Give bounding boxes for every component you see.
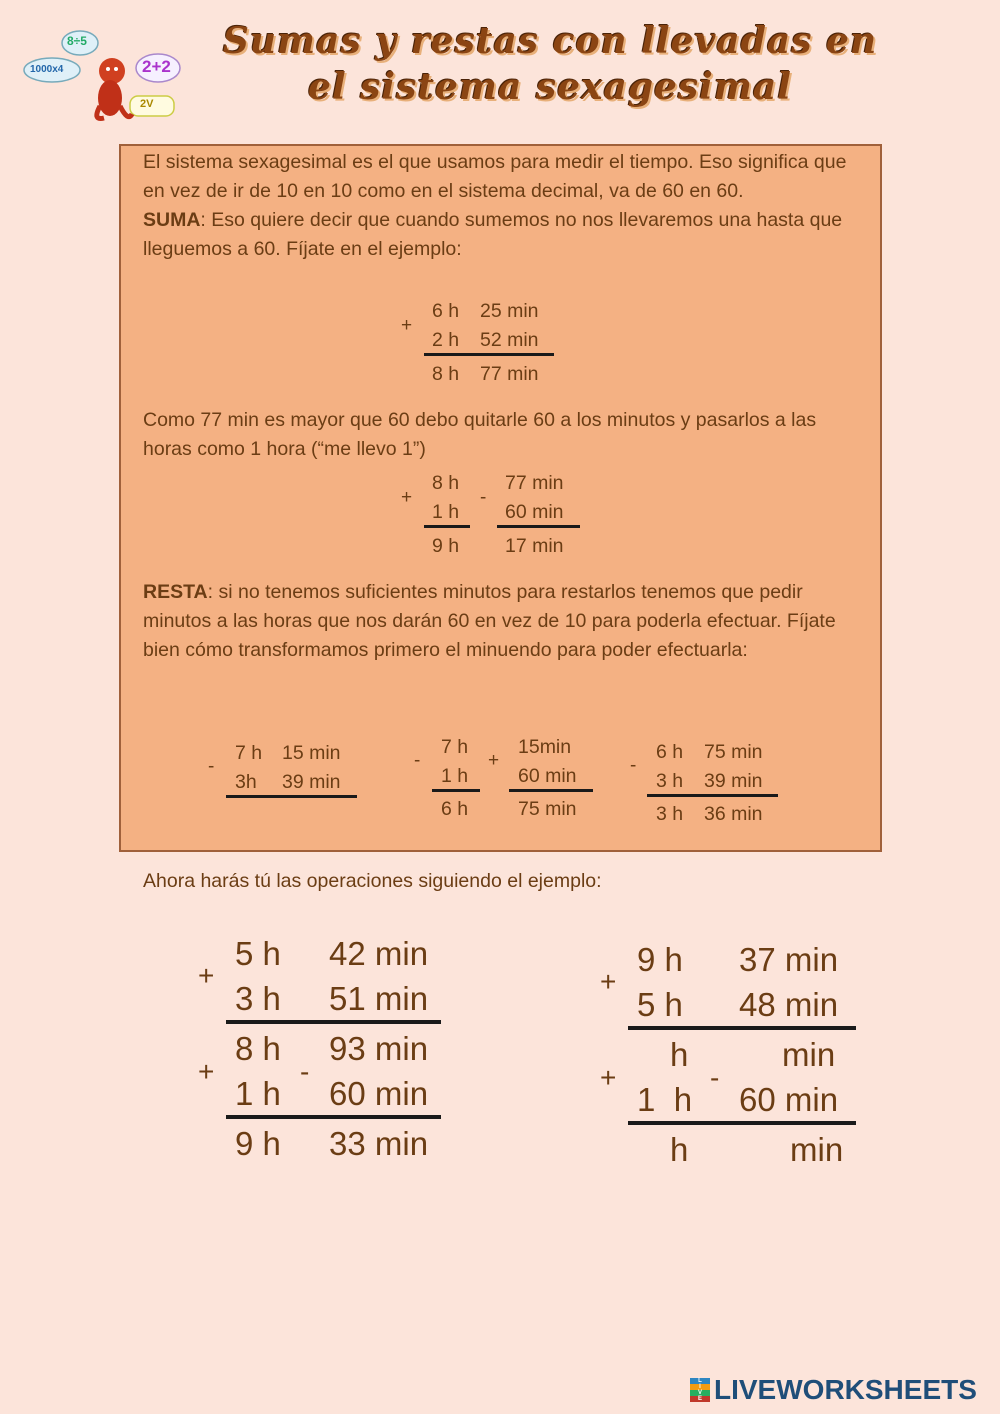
minutes-value: 60 min <box>329 1075 429 1112</box>
minutes-value: 39 min <box>282 771 341 793</box>
hours-value: 2 h <box>432 329 460 351</box>
plus-sign: + <box>401 487 413 508</box>
intro-paragraph <box>143 148 863 264</box>
logo-bubble-text: 2V <box>140 98 154 110</box>
minutes-value: 25 min <box>480 300 539 322</box>
hours-result: 8 h <box>432 363 460 385</box>
minus-sign: - <box>208 756 215 777</box>
hours-input[interactable]: 9 h <box>235 1125 281 1162</box>
suma-text: : Eso quiere decir que cuando sumemos no nos llevaremos una hasta que lleguemos a 60. Fíjate en el ejemplo: <box>143 209 843 260</box>
intro-text: El sistema sexagesimal es el que usamos para medir el tiempo. Eso significa que en vez de ir de 10 en 10 como en el sistema decimal, va de 60 en 60. <box>143 151 847 202</box>
minutes-input[interactable]: 33 min <box>329 1125 429 1162</box>
minus-sign: - <box>630 755 637 776</box>
hours-value: 7 h <box>441 736 469 758</box>
hours-line <box>432 789 480 792</box>
minus-sign: - <box>480 487 487 508</box>
hours-value: 3h <box>235 771 257 793</box>
logo-bubble-text: 2+2 <box>142 57 171 76</box>
minus-sign: - <box>300 1056 310 1087</box>
minutes-value: 48 min <box>739 986 839 1023</box>
hours-value: 9 h <box>637 941 683 978</box>
brand-name: LIVEWORKSHEETS <box>714 1374 977 1405</box>
hours-line <box>424 525 470 528</box>
minutes-value: 37 min <box>739 941 839 978</box>
hours-input[interactable]: h <box>670 1131 689 1168</box>
minutes-value: 52 min <box>480 329 539 351</box>
hours-value: 8 h <box>432 472 460 494</box>
hours-value: 3 h <box>656 770 684 792</box>
hours-input[interactable]: 8 h <box>235 1030 281 1067</box>
minutes-value: 15 min <box>282 742 341 764</box>
minutes-value: 51 min <box>329 980 429 1017</box>
hours-value: 1 h <box>441 765 469 787</box>
logo <box>22 26 182 126</box>
minutes-result: 75 min <box>518 798 577 820</box>
live-badge-icon <box>690 1378 710 1402</box>
minutes-result: 36 min <box>704 803 763 825</box>
sum-line <box>226 1020 441 1024</box>
subtraction-line <box>226 795 357 798</box>
page-title <box>180 18 920 110</box>
minutes-input[interactable]: min <box>790 1131 844 1168</box>
plus-sign: + <box>198 1056 215 1087</box>
logo-bubble-text: 8÷5 <box>67 34 87 48</box>
minutes-value: 60 min <box>505 501 564 523</box>
minutes-input[interactable]: min <box>782 1036 836 1073</box>
hours-value: 5 h <box>637 986 683 1023</box>
plus-sign: + <box>600 1062 617 1093</box>
hours-value: 7 h <box>235 742 263 764</box>
hours-result: 3 h <box>656 803 684 825</box>
carry-paragraph: Como 77 min es mayor que 60 debo quitarle 60 a los minutos y pasarlos a las horas como 1 hora (“me llevo 1”) <box>143 409 817 460</box>
minutes-value: 42 min <box>329 935 429 972</box>
badge-letter: L <box>690 1378 710 1384</box>
minutes-result: 77 min <box>480 363 539 385</box>
minutes-line <box>497 525 580 528</box>
suma-label: SUMA <box>143 209 201 231</box>
minutes-input[interactable]: 93 min <box>329 1030 429 1067</box>
plus-sign: + <box>401 315 413 336</box>
badge-letter: V <box>690 1390 710 1396</box>
hours-value: 5 h <box>235 935 281 972</box>
minutes-line <box>509 789 593 792</box>
result-line <box>226 1115 441 1119</box>
minutes-value: 15min <box>518 736 572 758</box>
minutes-value: 77 min <box>505 472 564 494</box>
subtraction-line <box>647 794 778 797</box>
minus-sign: - <box>414 750 421 771</box>
hours-value: 6 h <box>656 741 684 763</box>
resta-text: : si no tenemos suficientes minutos para restarlos tenemos que pedir minutos a las horas que nos darán 60 en vez de 10 para poderla efectuar. Fíjate bien cómo transformamos primero el minuendo para poder efectuarla: <box>143 581 836 661</box>
plus-sign: + <box>600 966 617 997</box>
sum-line <box>424 353 554 356</box>
minutes-value: 60 min <box>518 765 577 787</box>
title-line-1: Sumas y restas con llevadas en <box>222 20 878 62</box>
minutes-value: 39 min <box>704 770 763 792</box>
badge-letter: I <box>690 1384 710 1390</box>
hours-value: 1 h <box>637 1081 693 1118</box>
hours-input[interactable]: h <box>670 1036 689 1073</box>
title-line-2: el sistema sexagesimal <box>308 66 792 108</box>
hours-value: 1 h <box>432 501 460 523</box>
logo-bubble-text: 1000x4 <box>30 64 64 75</box>
minutes-result: 17 min <box>505 535 564 557</box>
minutes-value: 75 min <box>704 741 763 763</box>
instruction-text: Ahora harás tú las operaciones siguiendo el ejemplo: <box>143 870 602 892</box>
sum-line <box>628 1026 856 1030</box>
hours-result: 6 h <box>441 798 469 820</box>
resta-label: RESTA <box>143 581 208 603</box>
hours-value: 1 h <box>235 1075 281 1112</box>
minus-sign: - <box>710 1062 720 1093</box>
resta-paragraph <box>143 578 863 665</box>
result-line <box>628 1121 856 1125</box>
plus-sign: + <box>488 750 500 771</box>
hours-value: 6 h <box>432 300 460 322</box>
plus-sign: + <box>198 960 215 991</box>
hours-result: 9 h <box>432 535 460 557</box>
hours-value: 3 h <box>235 980 281 1017</box>
minutes-value: 60 min <box>739 1081 839 1118</box>
badge-letter: E <box>690 1396 710 1402</box>
